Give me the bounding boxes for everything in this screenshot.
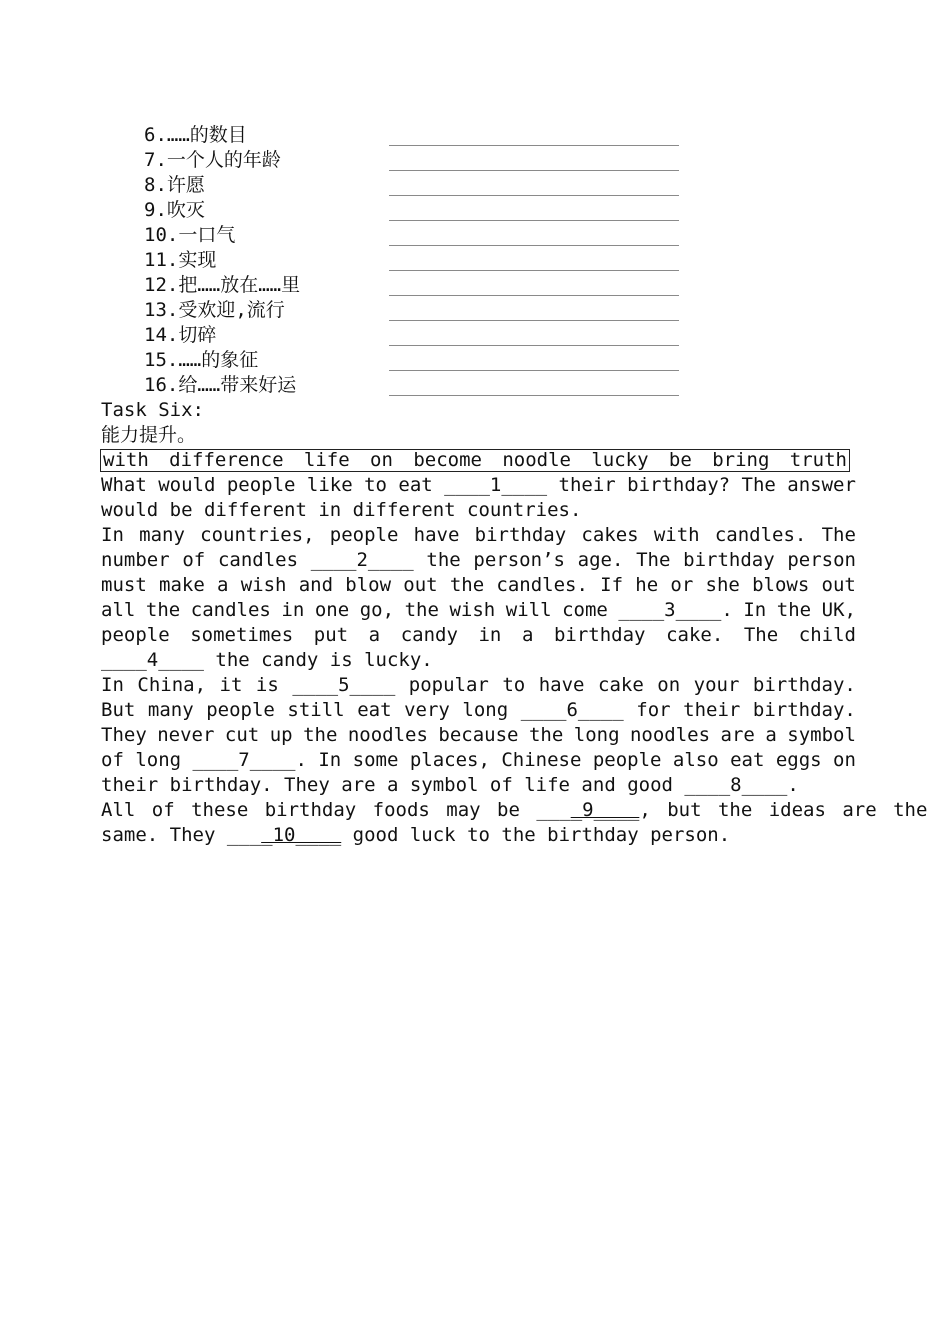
passage-word: candles — [190, 599, 271, 621]
word-bank-item: on — [370, 449, 393, 471]
passage-word: still — [287, 699, 345, 721]
answer-blank[interactable] — [389, 220, 679, 221]
passage-word: UK, — [821, 599, 856, 621]
passage-word: go, — [359, 599, 395, 621]
passage-word: the — [303, 724, 338, 746]
passage-word: people — [226, 474, 296, 496]
passage-word: cake. — [666, 624, 724, 646]
passage-word: make — [159, 574, 205, 596]
passage-word: wish — [449, 599, 496, 621]
passage-line — [101, 823, 856, 848]
passage-word: long — [135, 749, 182, 771]
vocab-row — [144, 273, 704, 298]
passage-word: he — [635, 574, 659, 596]
word-bank-item: with — [103, 449, 149, 471]
passage-line — [101, 548, 856, 573]
passage-word: up — [269, 724, 293, 746]
passage-word: person — [787, 549, 856, 571]
passage-line — [101, 748, 856, 773]
passage-word: people — [101, 624, 170, 646]
passage-text: good luck to the birthday person. — [341, 824, 731, 846]
passage-word: birthday. — [752, 699, 856, 721]
vocab-row — [144, 123, 704, 148]
cloze-passage — [101, 473, 928, 848]
answer-blank[interactable] — [389, 270, 679, 271]
vocab-row — [144, 223, 704, 248]
vocab-row — [144, 323, 704, 348]
passage-word: in — [478, 624, 502, 646]
passage-word: birthday? — [627, 474, 731, 496]
passage-word: a — [217, 574, 229, 596]
answer-blank[interactable] — [389, 395, 679, 396]
vocab-term: 13.受欢迎,流行 — [144, 299, 285, 321]
answer-blank[interactable] — [389, 245, 679, 246]
passage-text: All of these birthday foods may be ___ — [101, 799, 571, 821]
passage-word: In — [743, 599, 767, 621]
passage-text: same. They ___ — [101, 824, 262, 846]
passage-word: have — [413, 524, 460, 546]
passage-word: people — [329, 524, 399, 546]
ability-heading: 能力提升。 — [101, 424, 197, 446]
vocab-term: 15.……的象征 — [144, 349, 259, 371]
vocab-term: 10.一口气 — [144, 224, 236, 246]
passage-word: ____1____ — [444, 474, 548, 496]
passage-word: the — [145, 599, 181, 621]
passage-word: out — [821, 574, 856, 596]
passage-line — [101, 473, 856, 498]
passage-word: The — [743, 624, 779, 646]
passage-word: put — [313, 624, 349, 646]
passage-word: ____6____ — [520, 699, 624, 721]
passage-word: candles — [217, 549, 299, 571]
passage-word: candy — [400, 624, 458, 646]
vocab-term: 8.许愿 — [144, 174, 205, 196]
passage-word: If — [600, 574, 624, 596]
passage-word: also — [672, 749, 719, 771]
passage-word: the — [528, 724, 564, 746]
answer-blank[interactable] — [389, 170, 679, 171]
passage-text: , but the ideas are the — [639, 799, 928, 821]
passage-word: their — [683, 699, 741, 721]
passage-word: of — [182, 549, 206, 571]
answer-blank[interactable] — [389, 145, 679, 146]
passage-word: a — [368, 624, 381, 646]
passage-word: blow — [345, 574, 392, 596]
passage-line: their birthday. They are a symbol of life and good ____8____. — [101, 774, 799, 796]
passage-word: it — [219, 674, 243, 696]
passage-word: China, — [137, 674, 207, 696]
word-bank-box — [100, 449, 850, 472]
passage-word: is — [255, 674, 279, 696]
passage-word: the — [776, 599, 812, 621]
paragraph-3 — [101, 673, 856, 798]
passage-word: or — [670, 574, 694, 596]
passage-word: their — [558, 474, 616, 496]
vocab-list — [144, 123, 704, 398]
passage-word: ____3____. — [618, 599, 733, 621]
vocab-term: 14.切碎 — [144, 324, 217, 346]
passage-word: many — [147, 699, 194, 721]
word-bank-item: be — [668, 449, 692, 471]
passage-word: wish — [240, 574, 287, 596]
passage-word: number — [101, 549, 170, 571]
passage-word: child — [798, 624, 856, 646]
passage-word: person’s — [473, 549, 565, 571]
passage-word: one — [314, 599, 350, 621]
answer-blank[interactable] — [389, 345, 679, 346]
answer-blank[interactable] — [389, 295, 679, 296]
passage-word: They — [101, 724, 147, 746]
vocab-row — [144, 298, 704, 323]
passage-word: cake — [598, 674, 644, 696]
passage-word: and — [298, 574, 334, 596]
passage-word: on — [657, 674, 681, 696]
passage-line: would be different in different countries. — [101, 499, 582, 521]
passage-word: for — [636, 699, 671, 721]
passage-word: a — [521, 624, 534, 646]
passage-word: cakes — [581, 524, 639, 546]
passage-word: in — [281, 599, 305, 621]
vocab-row — [144, 373, 704, 398]
vocab-row — [144, 248, 704, 273]
passage-word: with — [653, 524, 700, 546]
passage-word: birthday — [683, 549, 775, 571]
passage-line — [101, 573, 856, 598]
passage-word: ____5____ — [292, 674, 396, 696]
passage-word: all — [101, 599, 136, 621]
passage-word: are — [720, 724, 755, 746]
passage-word: your — [693, 674, 740, 696]
passage-line — [101, 698, 856, 723]
passage-word: a — [765, 724, 777, 746]
passage-word: come — [562, 599, 608, 621]
passage-line — [101, 623, 856, 648]
vocab-term: 12.把……放在……里 — [144, 274, 301, 296]
passage-word: ____7____. — [192, 749, 307, 771]
passage-word: the — [426, 549, 461, 571]
passage-word: the — [404, 599, 439, 621]
passage-word: birthday — [474, 524, 567, 546]
passage-word: eat — [357, 699, 392, 721]
passage-word: The — [821, 524, 856, 546]
passage-word: The — [636, 549, 671, 571]
passage-word: places, — [409, 749, 490, 771]
passage-word: candles. — [714, 524, 807, 546]
passage-word: she — [705, 574, 740, 596]
passage-word: candles. — [496, 574, 588, 596]
passage-line — [101, 598, 856, 623]
vocab-row — [144, 348, 704, 373]
passage-word: In — [318, 749, 342, 771]
passage-line — [101, 523, 856, 548]
vocab-row — [144, 148, 704, 173]
passage-word: some — [352, 749, 399, 771]
answer-blank-10[interactable]: _10____ — [261, 824, 342, 846]
passage-word: eggs — [775, 749, 822, 771]
passage-word: the — [449, 574, 485, 596]
vocab-row — [144, 198, 704, 223]
word-bank-item: difference — [169, 449, 284, 471]
passage-word: will — [505, 599, 552, 621]
passage-word: never — [157, 724, 215, 746]
passage-word: to — [502, 674, 526, 696]
passage-word: have — [538, 674, 585, 696]
passage-word: popular — [408, 674, 489, 696]
task-heading: Task Six: — [101, 399, 204, 421]
vocab-term: 11.实现 — [144, 249, 217, 271]
paragraph-2 — [101, 523, 856, 673]
passage-word: long — [573, 724, 620, 746]
passage-word: Chinese — [501, 749, 582, 771]
passage-word: many — [139, 524, 185, 546]
passage-word: countries, — [200, 524, 315, 546]
word-bank-item: become — [413, 449, 482, 471]
passage-word: like — [306, 474, 353, 496]
paragraph-1 — [101, 473, 856, 523]
vocab-row — [144, 173, 704, 198]
passage-word: birthday — [553, 624, 646, 646]
passage-word: of — [101, 749, 124, 771]
passage-word: to — [364, 474, 387, 496]
word-bank-item: truth — [789, 449, 847, 471]
passage-word: sometimes — [190, 624, 294, 646]
answer-blank[interactable] — [389, 320, 679, 321]
passage-word: But — [101, 699, 136, 721]
answer-blank-9[interactable]: _9____ — [570, 799, 640, 821]
passage-word: In — [101, 674, 124, 696]
vocab-term: 6.……的数目 — [144, 124, 247, 146]
vocab-term: 9.吹灭 — [144, 199, 205, 221]
passage-word: What — [101, 474, 147, 496]
word-bank-item: bring — [712, 449, 770, 471]
paragraph-4 — [101, 798, 928, 848]
passage-word: answer — [787, 474, 856, 496]
passage-word: out — [403, 574, 438, 596]
passage-word: age. — [577, 549, 624, 571]
vocab-term: 16.给……带来好运 — [144, 374, 297, 396]
answer-blank[interactable] — [389, 370, 679, 371]
word-bank-item: noodle — [502, 449, 571, 471]
passage-word: people — [592, 749, 662, 771]
passage-word: long — [462, 699, 509, 721]
passage-word: In — [101, 524, 124, 546]
passage-line — [101, 723, 856, 748]
passage-word: noodles — [629, 724, 711, 746]
passage-word: noodles — [347, 724, 428, 746]
passage-line — [101, 673, 856, 698]
passage-word: because — [438, 724, 519, 746]
passage-word: The — [741, 474, 776, 496]
passage-word: on — [833, 749, 856, 771]
word-bank-item: life — [303, 449, 350, 471]
passage-word: would — [158, 474, 216, 496]
passage-line — [101, 798, 928, 823]
word-bank-item: lucky — [591, 449, 649, 471]
passage-word: must — [101, 574, 147, 596]
passage-line: ____4____ the candy is lucky. — [101, 649, 433, 671]
passage-word: symbol — [787, 724, 856, 746]
passage-word: ____2____ — [310, 549, 414, 571]
passage-word: people — [206, 699, 275, 721]
passage-word: blows — [752, 574, 810, 596]
passage-word: very — [404, 699, 450, 721]
vocab-term: 7.一个人的年龄 — [144, 149, 281, 171]
passage-word: birthday. — [752, 674, 856, 696]
passage-word: cut — [224, 724, 260, 746]
answer-blank[interactable] — [389, 195, 679, 196]
passage-word: eat — [730, 749, 765, 771]
passage-word: eat — [398, 474, 433, 496]
